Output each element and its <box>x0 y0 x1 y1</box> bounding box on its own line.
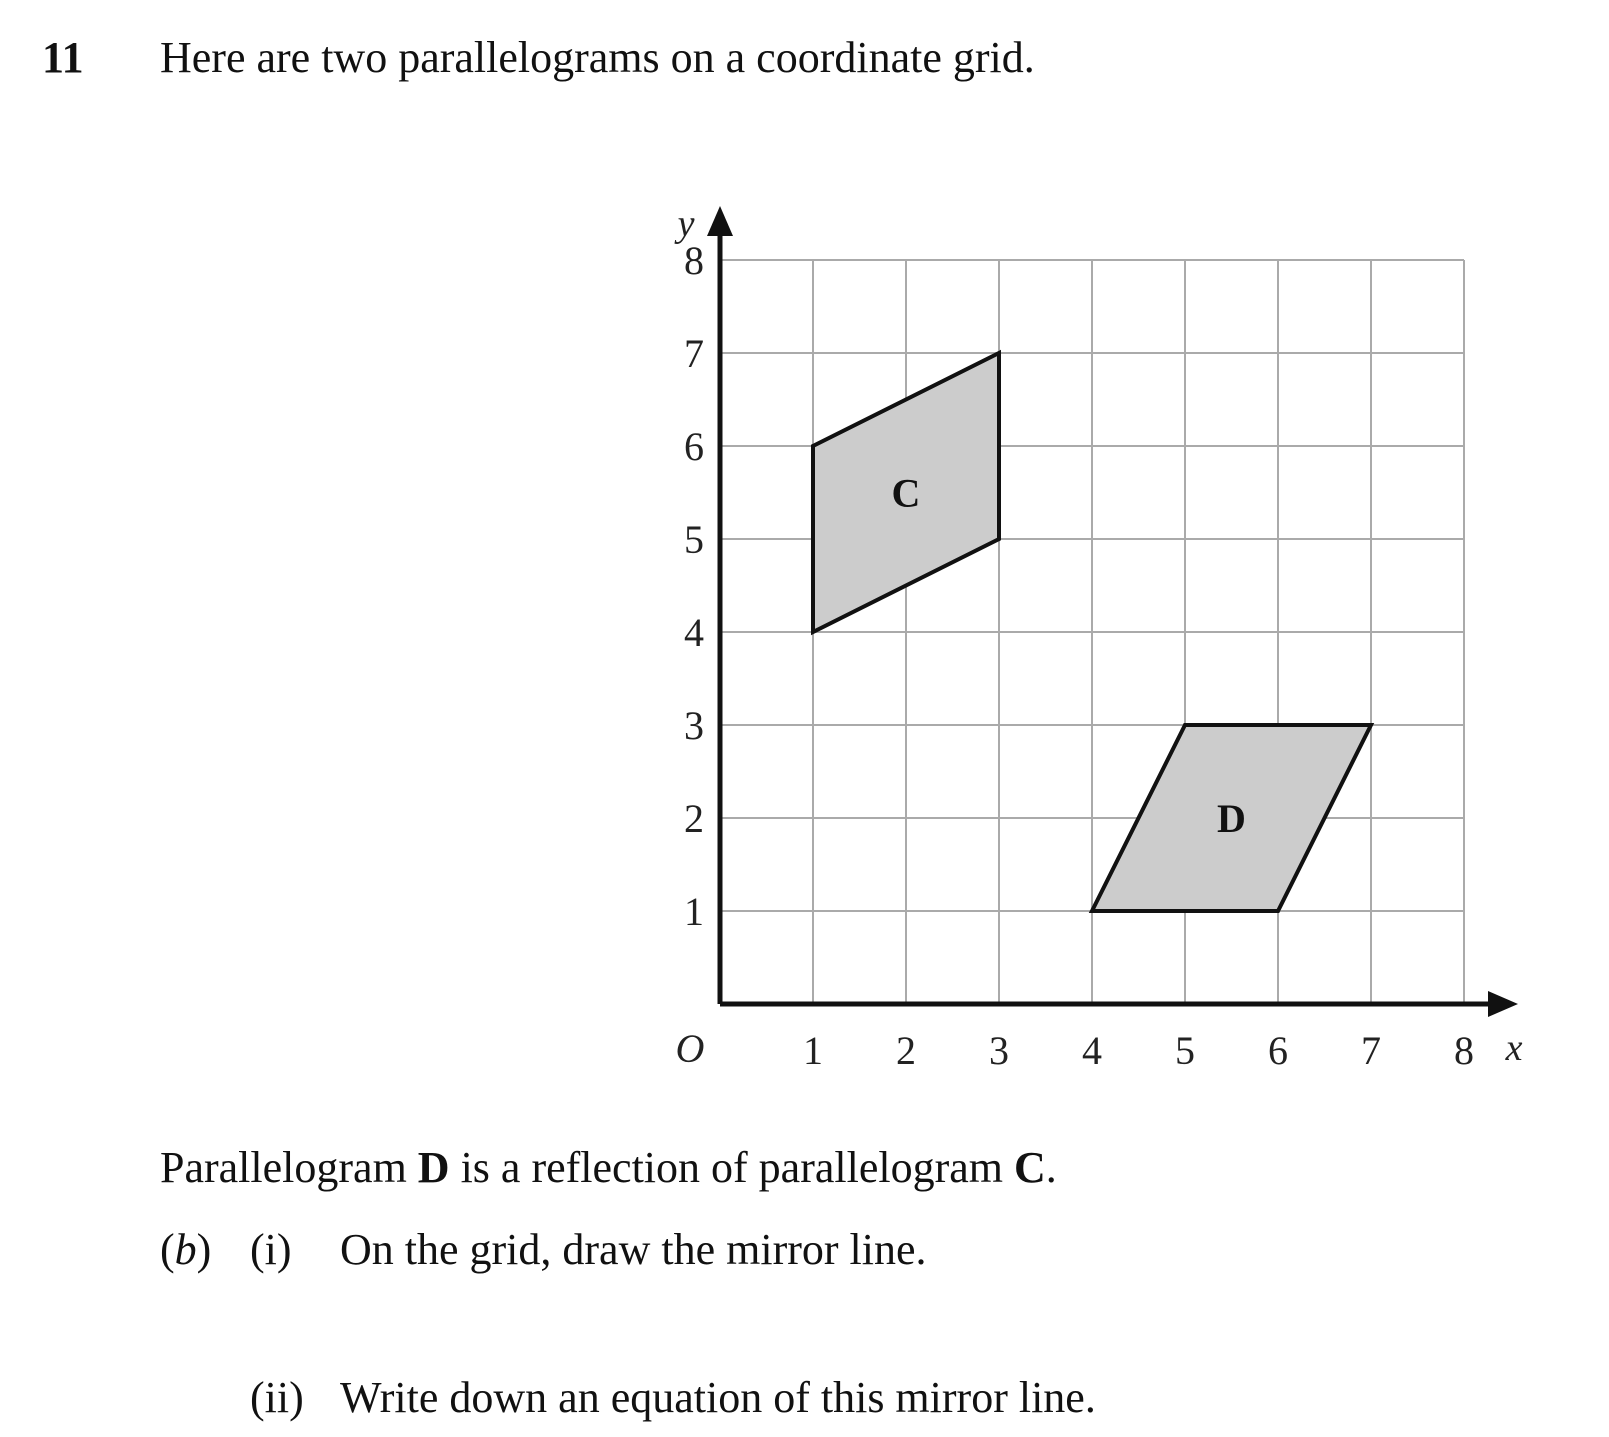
x-tick-label: 1 <box>803 1028 823 1073</box>
y-tick-label: 3 <box>684 703 704 748</box>
statement-middle: is a reflection of parallelogram <box>449 1143 1014 1192</box>
part-b-letter: b <box>174 1225 197 1274</box>
y-tick-label: 8 <box>684 238 704 283</box>
statement-shape-d: D <box>417 1143 450 1192</box>
part-b-i-label: (i) <box>250 1225 292 1274</box>
y-tick-label: 2 <box>684 796 704 841</box>
x-tick-label: 7 <box>1361 1028 1381 1073</box>
x-tick-label: 3 <box>989 1028 1009 1073</box>
y-tick-label: 5 <box>684 517 704 562</box>
part-b-label: (b) <box>160 1225 212 1274</box>
y-axis-label: y <box>677 203 695 245</box>
y-tick-label: 7 <box>684 331 704 376</box>
reflection-statement <box>160 1143 1057 1192</box>
y-axis-arrow <box>707 206 733 236</box>
x-tick-label: 8 <box>1454 1028 1474 1073</box>
x-tick-label: 2 <box>896 1028 916 1073</box>
origin-label: O <box>675 1026 705 1071</box>
statement-prefix: Parallelogram <box>160 1143 418 1192</box>
question-number: 11 <box>42 33 84 82</box>
shape-label-d: D <box>1217 796 1246 841</box>
y-tick-label: 6 <box>684 424 704 469</box>
y-tick-label: 4 <box>684 610 704 655</box>
shape-label-c: C <box>891 470 921 516</box>
x-axis-arrow <box>1488 991 1518 1017</box>
part-b-ii-text: Write down an equation of this mirror line. <box>340 1373 1096 1422</box>
statement-suffix: . <box>1045 1143 1057 1192</box>
grid-lines <box>720 260 1464 1004</box>
x-tick-label: 4 <box>1082 1028 1102 1073</box>
statement-shape-c: C <box>1014 1143 1046 1192</box>
x-tick-label: 5 <box>1175 1028 1195 1073</box>
x-axis-label: x <box>1505 1027 1523 1069</box>
question-intro: Here are two parallelograms on a coordinate grid. <box>160 33 1035 82</box>
x-tick-label: 6 <box>1268 1028 1288 1073</box>
y-tick-label: 1 <box>684 889 704 934</box>
part-b-ii-label: (ii) <box>250 1373 304 1422</box>
part-b-i-text: On the grid, draw the mirror line. <box>340 1225 927 1274</box>
axis-labels <box>674 203 1523 1073</box>
